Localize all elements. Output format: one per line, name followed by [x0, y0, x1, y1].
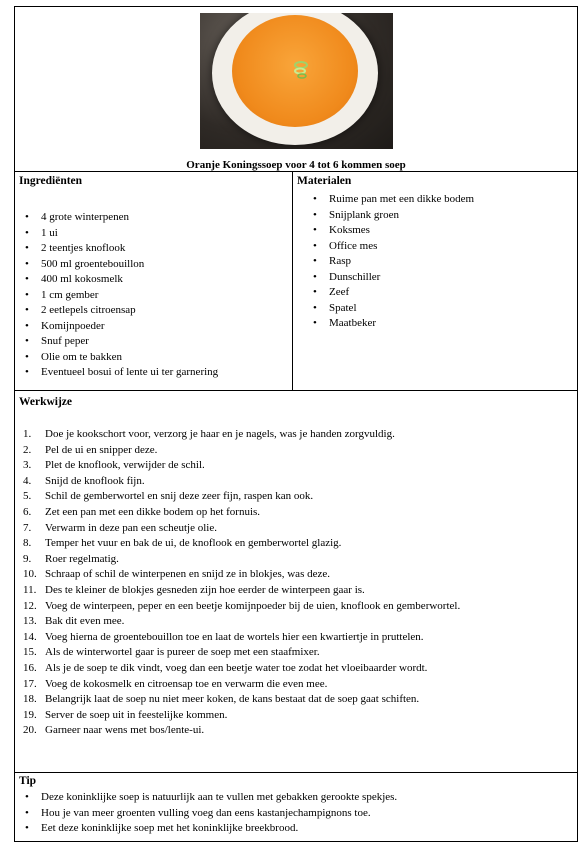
ingredients-heading: Ingrediënten [19, 175, 83, 187]
ingredient-item: • Eventueel bosui of lente ui ter garnering [15, 365, 218, 381]
spring-onion-garnish-icon [290, 57, 312, 83]
step-number: 10. [23, 568, 37, 581]
material-item: • Maatbeker [303, 316, 474, 332]
tip-item: • Eet deze koninklijke soep met het koninklijke breekbrood. [15, 821, 397, 837]
ingredients-cell [15, 172, 293, 390]
ingredient-item: • 500 ml groentebouillon [15, 257, 218, 273]
step-number: 15. [23, 646, 37, 659]
material-item: • Dunschiller [303, 270, 474, 286]
step-number: 3. [23, 459, 32, 472]
step-number: 20. [23, 724, 37, 737]
material-item: • Koksmes [303, 223, 474, 239]
recipe-table [14, 6, 578, 842]
method-step [23, 567, 460, 583]
method-step [23, 489, 460, 505]
materials-cell [293, 172, 577, 390]
tip-list [15, 790, 397, 837]
material-item: • Snijplank groen [303, 208, 474, 224]
method-step [23, 599, 460, 615]
tip-cell [15, 773, 577, 843]
header-cell [15, 7, 577, 172]
soup-surface [232, 15, 358, 127]
method-step [23, 723, 460, 739]
step-number: 8. [23, 537, 32, 550]
ingredient-item: • 4 grote winterpenen [15, 210, 218, 226]
method-step [23, 427, 460, 443]
ingredient-item: • 2 eetlepels citroensap [15, 303, 218, 319]
method-step [23, 521, 460, 537]
material-item: • Office mes [303, 239, 474, 255]
step-number: 4. [23, 474, 32, 487]
step-number: 18. [23, 693, 37, 706]
method-step [23, 443, 460, 459]
step-number: 13. [23, 615, 37, 628]
step-text: Schraap of schil de winterpenen en snijd ze in blokjes, was deze. [45, 568, 330, 581]
material-item: • Zeef [303, 285, 474, 301]
step-number: 9. [23, 552, 32, 565]
step-number: 14. [23, 630, 37, 643]
method-heading: Werkwijze [19, 396, 73, 408]
ingredient-item: • 2 teentjes knoflook [15, 241, 218, 257]
step-text: Belangrijk laat de soep nu niet meer koken, de kans bestaat dat de soep gaat schiften. [45, 693, 420, 706]
recipe-title: Oranje Koningssoep voor 4 tot 6 kommen soep [186, 159, 406, 171]
step-number: 16. [23, 661, 37, 674]
ingredient-item: • 400 ml kokosmelk [15, 272, 218, 288]
ingredient-item: • Snuf peper [15, 334, 218, 350]
method-step [23, 552, 460, 568]
method-step [23, 692, 460, 708]
step-number: 6. [23, 505, 32, 518]
tip-item: • Deze koninklijke soep is natuurlijk aan te vullen met gebakken gerookte spekjes. [15, 790, 397, 806]
method-step [23, 458, 460, 474]
step-text: Zet een pan met een dikke bodem op het fornuis. [45, 505, 261, 518]
tip-heading: Tip [19, 775, 37, 787]
step-text: Plet de knoflook, verwijder de schil. [45, 459, 205, 472]
step-text: Voeg de winterpeen, peper en een beetje komijnpoeder bij de uien, knoflook en gemberwortel. [45, 599, 461, 612]
material-item: • Ruime pan met een dikke bodem [303, 192, 474, 208]
ingredients-materials-row [15, 172, 577, 391]
method-step [23, 630, 460, 646]
method-cell [15, 391, 577, 773]
tip-item: • Hou je van meer groenten vulling voeg dan eens kastanjechampignons toe. [15, 806, 397, 822]
material-item: • Spatel [303, 301, 474, 317]
ingredient-item: • 1 cm gember [15, 288, 218, 304]
step-number: 12. [23, 599, 37, 612]
step-text: Temper het vuur en bak de ui, de knoflook en gemberwortel glazig. [45, 537, 342, 550]
step-text: Server de soep uit in feestelijke kommen. [45, 708, 228, 721]
step-text: Pel de ui en snipper deze. [45, 443, 158, 456]
step-number: 17. [23, 677, 37, 690]
method-steps [23, 427, 460, 739]
step-number: 5. [23, 490, 32, 503]
step-number: 19. [23, 708, 37, 721]
ingredient-item: • 1 ui [15, 226, 218, 242]
step-text: Doe je kookschort voor, verzorg je haar en je nagels, was je handen zorgvuldig. [45, 428, 395, 440]
method-step [23, 583, 460, 599]
method-step [23, 614, 460, 630]
method-step [23, 677, 460, 693]
ingredient-item: • Olie om te bakken [15, 350, 218, 366]
step-text: Voeg hierna de groentebouillon toe en laat de wortels hier een kwartiertje in pruttelen. [45, 630, 424, 643]
step-text: Schil de gemberwortel en snij deze zeer fijn, raspen kan ook. [45, 490, 314, 503]
step-text: Garneer naar wens met bos/lente-ui. [45, 724, 205, 737]
step-text: Verwarm in deze pan een scheutje olie. [45, 521, 217, 534]
ingredient-item: • Komijnpoeder [15, 319, 218, 335]
step-text: Voeg de kokosmelk en citroensap toe en verwarm die even mee. [45, 677, 328, 690]
material-item: • Rasp [303, 254, 474, 270]
step-number: 11. [23, 583, 37, 596]
method-step [23, 708, 460, 724]
step-text: Als je de soep te dik vindt, voeg dan een beetje water toe zodat het vloeibaarder wordt. [45, 661, 428, 674]
method-step [23, 505, 460, 521]
soup-photo [200, 13, 393, 149]
method-step [23, 536, 460, 552]
soup-bowl [212, 13, 378, 145]
materials-heading: Materialen [297, 175, 352, 187]
method-step [23, 661, 460, 677]
method-step [23, 474, 460, 490]
step-text: Bak dit even mee. [45, 615, 125, 628]
step-number: 2. [23, 443, 32, 456]
method-step [23, 645, 460, 661]
materials-list [303, 192, 474, 332]
step-text: Snijd de knoflook fijn. [45, 474, 145, 487]
step-number: 1. [23, 428, 32, 440]
ingredients-list [15, 210, 218, 381]
step-text: Als de winterwortel gaar is pureer de soep met een staafmixer. [45, 646, 320, 659]
step-text: Roer regelmatig. [45, 552, 119, 565]
step-number: 7. [23, 521, 32, 534]
step-text: Des te kleiner de blokjes gesneden zijn hoe eerder de winterpeen gaar is. [45, 583, 365, 596]
